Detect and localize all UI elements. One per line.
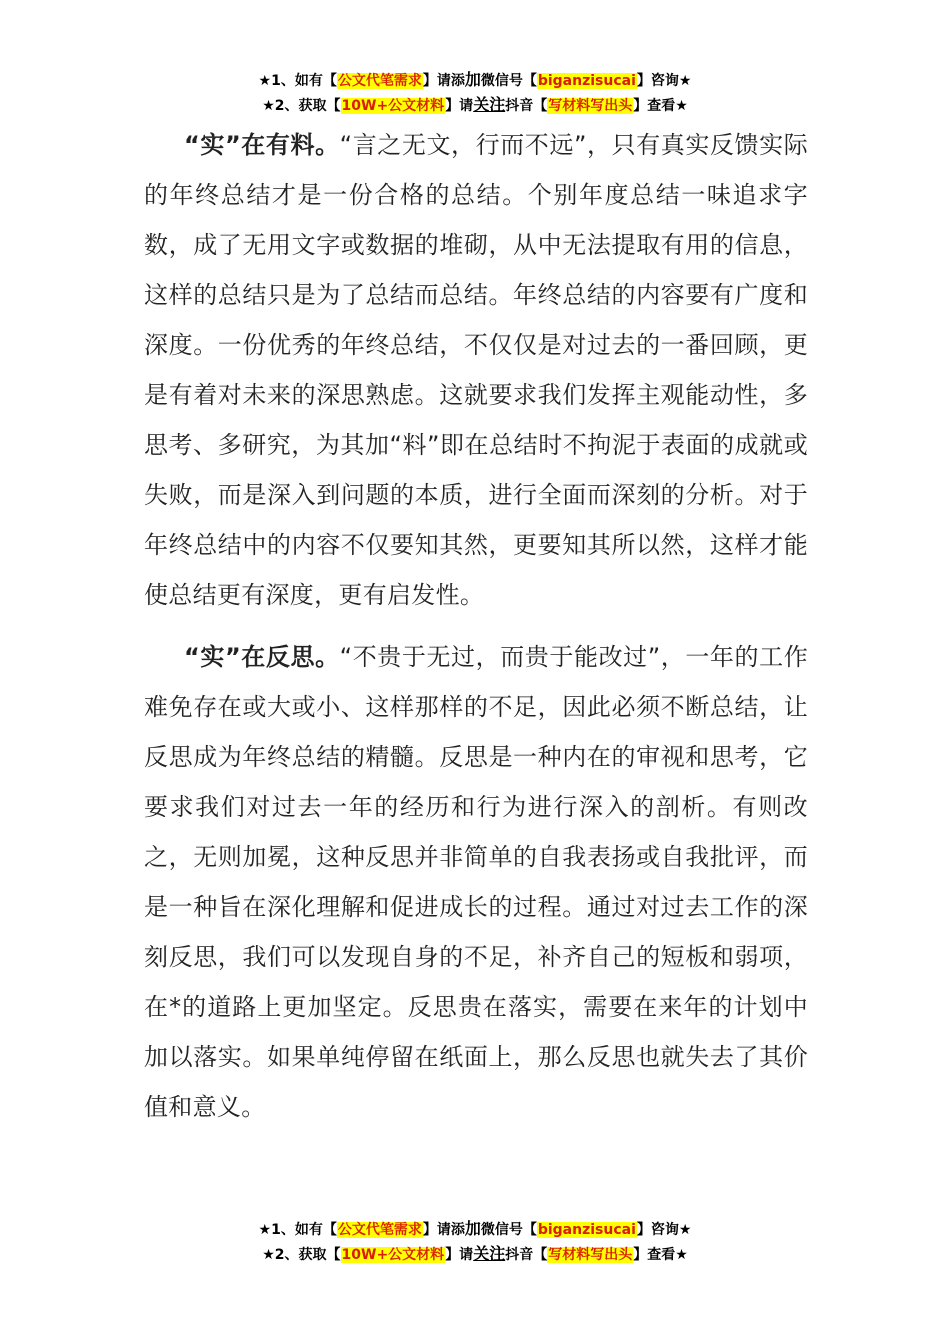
footer-banner <box>0 1217 950 1267</box>
paragraph-1 <box>144 120 808 620</box>
banner-text: 】请添 <box>422 73 465 89</box>
banner-text: 抖音【 <box>505 1247 548 1263</box>
banner-text: 抖音【 <box>505 98 548 114</box>
banner-emphasis: 关注 <box>473 1244 506 1263</box>
wechat-id-highlight: biganzisucai <box>537 73 636 89</box>
banner-text: 】咨询★ <box>636 1222 692 1238</box>
banner-text: 】咨询★ <box>636 73 692 89</box>
paragraph-text: “不贵于无过，而贵于能改过”，一年的工作难免存在或大或小、这样那样的不足，因此必须不断总结，让反思成为年终总结的精髓。反思是一种内在的审视和思考，它要求我们对过去一年的经历和行为进行深入的剖析。有则改之，无则加冕，这种反思并非简单的自我表扬或自我批评，而是一种旨在深化理解和促进成长的过程。通过对过去工作的深刻反思，我们可以发现自身的不足，补齐自己的短板和弱项，在*的道路上更加坚定。反思贵在落实，需要在来年的计划中加以落实。如果单纯停留在纸面上，那么反思也就失去了其价值和意义。 <box>144 643 808 1121</box>
banner-text: 】查看★ <box>633 98 688 114</box>
paragraph-heading: “实”在有料。 <box>184 131 340 159</box>
wechat-id-highlight: biganzisucai <box>537 1222 636 1238</box>
paragraph-text: “言之无文，行而不远”，只有真实反馈实际的年终总结才是一份合格的总结。个别年度总结一味追求字数，成了无用文字或数据的堆砌，从中无法提取有用的信息，这样的总结只是为了总结而总结。年终总结的内容要有广度和深度。一份优秀的年终总结，不仅仅是对过去的一番回顾，更是有着对未来的深思熟虑。这就要求我们发挥主观能动性，多思考、多研究，为其加“料”即在总结时不拘泥于表面的成就或失败，而是深入到问题的本质，进行全面而深刻的分析。对于年终总结中的内容不仅要知其然，更要知其所以然，这样才能使总结更有深度，更有启发性。 <box>144 131 808 609</box>
douyin-id-highlight: 写材料写出头 <box>548 1247 633 1263</box>
banner-line-2 <box>0 93 950 118</box>
banner-text: 微信号【 <box>480 73 537 89</box>
paragraph-heading: “实”在反思。 <box>184 643 340 671</box>
highlight-text: 公文代笔需求 <box>337 1222 422 1238</box>
banner-text: ★1、如有【 <box>258 73 337 89</box>
banner-line-1 <box>0 1217 950 1242</box>
banner-emphasis: 关注 <box>473 95 506 114</box>
banner-text: 微信号【 <box>480 1222 537 1238</box>
banner-line-2 <box>0 1242 950 1267</box>
banner-text: ★2、获取【 <box>262 98 341 114</box>
banner-text: ★2、获取【 <box>262 1247 341 1263</box>
paragraph-2 <box>144 632 808 1132</box>
douyin-id-highlight: 写材料写出头 <box>548 98 633 114</box>
banner-text: 】请 <box>445 98 474 114</box>
highlight-text: 10W+公文材料 <box>341 1247 445 1263</box>
document-body <box>144 120 808 1144</box>
highlight-text: 10W+公文材料 <box>341 98 445 114</box>
banner-text: 】查看★ <box>633 1247 688 1263</box>
banner-text: 】请 <box>445 1247 474 1263</box>
banner-text: ★1、如有【 <box>258 1222 337 1238</box>
banner-emphasis: 加 <box>464 1219 481 1238</box>
banner-line-1 <box>0 68 950 93</box>
highlight-text: 公文代笔需求 <box>337 73 422 89</box>
banner-emphasis: 加 <box>464 70 481 89</box>
header-banner <box>0 68 950 118</box>
banner-text: 】请添 <box>422 1222 465 1238</box>
